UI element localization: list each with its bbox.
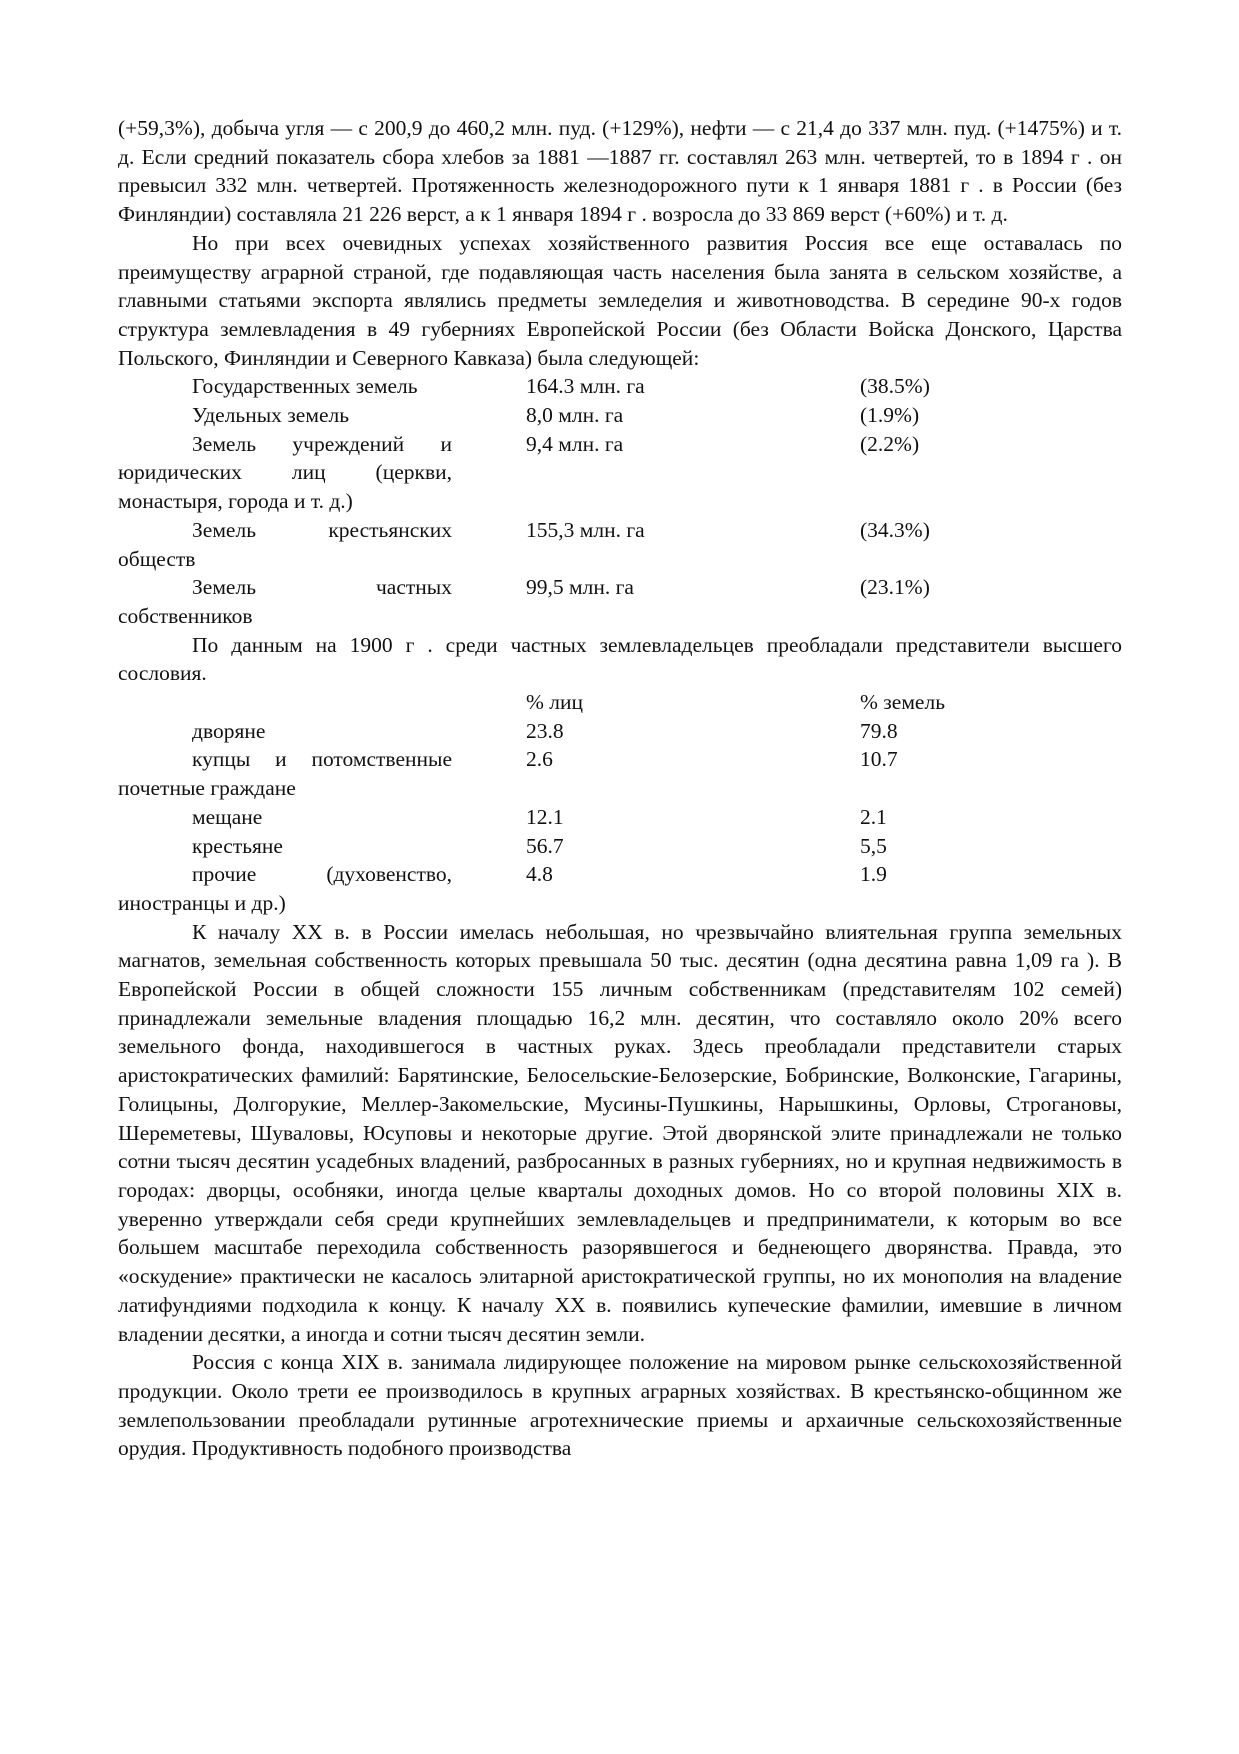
row-label: Удельных земель	[192, 403, 350, 428]
table-row	[118, 803, 1122, 832]
row-label: дворяне	[192, 718, 266, 743]
row-area: 9,4 млн. га	[526, 431, 624, 456]
row-percent: (2.2%)	[860, 431, 920, 456]
table-row	[118, 372, 1122, 401]
row-label: Земель учреждений и юридических лиц (церкви, монастыря, города и т. д.)	[118, 431, 452, 514]
row-persons: 4.8	[526, 862, 553, 887]
row-lands: 5,5	[860, 833, 887, 858]
table-row	[118, 717, 1122, 746]
row-area: 164.3 млн. га	[526, 374, 645, 399]
row-percent: (34.3%)	[860, 517, 930, 542]
row-area: 155,3 млн. га	[526, 517, 645, 542]
row-persons: 23.8	[526, 718, 564, 743]
row-percent: (1.9%)	[860, 403, 920, 428]
table-row	[118, 832, 1122, 861]
table-row	[118, 430, 1122, 516]
table-header-row	[118, 688, 1122, 717]
row-label: Государственных земель	[192, 374, 418, 399]
row-label: Земель частных собственников	[118, 575, 452, 628]
row-persons: 2.6	[526, 747, 553, 772]
row-label: мещане	[192, 804, 263, 829]
row-label: прочие (духовенство, иностранцы и др.)	[118, 862, 452, 915]
row-percent: (23.1%)	[860, 575, 930, 600]
paragraph-5: Россия с конца XIX в. занимала лидирующее положение на мировом рынке сельскохозяйственной продукции. Около трети ее производилось в крупных аграрных хозяйствах. В крестьянско-общинном же землепользовании преобладали рутинные агротехнические приемы и архаичные сельскохозяйственные орудия. Продуктивность подобного производства	[118, 1350, 1122, 1461]
owners-table	[118, 688, 1122, 918]
paragraph-2: Но при всех очевидных успехах хозяйственного развития Россия все еще оставалась по преимуществу аграрной страной, где подавляющая часть населения была занята в сельском хозяйстве, а главными статьями экспорта являлись предметы земледелия и животноводства. В середине 90-х годов структура землевладения в 49 губерниях Европейской России (без Области Войска Донского, Царства Польского, Финляндии и Северного Кавказа) была следующей:	[118, 230, 1122, 370]
row-percent: (38.5%)	[860, 374, 930, 399]
paragraph-1: (+59,3%), добыча угля — с 200,9 до 460,2 млн. пуд. (+129%), нефти — с 21,4 до 337 млн. пуд. (+1475%) и т. д. Если средний показатель сбора хлебов за 1881 —1887 гг. составлял 263 млн. четвертей, то в 1894 г . он превысил 332 млн. четвертей. Протяженность железнодорожного пути к 1 января 1881 г . в России (без Финляндии) составляла 21 226 верст, а к 1 января 1894 г . возросла до 33 869 верст (+60%) и т. д.	[118, 116, 1122, 227]
table-row	[118, 745, 1122, 802]
row-lands: 79.8	[860, 718, 898, 743]
table-row	[118, 401, 1122, 430]
paragraph-3: По данным на 1900 г . среди частных землевладельцев преобладали представители высшего сословия.	[118, 632, 1122, 686]
paragraph-4: К началу XX в. в России имелась небольшая, но чрезвычайно влиятельная группа земельных магнатов, земельная собственность которых превышала 50 тыс. десятин (одна десятина равна 1,09 га ). В Европейской России в общей сложности 155 личным собственникам (представителям 102 семей) принадлежали земельные владения площадью 16,2 млн. десятин, что составляло около 20% всего земельного фонда, находившегося в частных руках. Здесь преобладали представители старых аристократических фамилий: Барятинские, Белосельские-Белозерские, Бобринские, Волконские, Гагарины, Голицыны, Долгорукие, Меллер-Закомельские, Мусины-Пушкины, Нарышкины, Орловы, Строгановы, Шереметевы, Шуваловы, Юсуповы и некоторые другие. Этой дворянской элите принадлежали не только сотни тысяч десятин усадебных владений, разбросанных в разных губерниях, но и крупная недвижимость в городах: дворцы, особняки, иногда целые кварталы доходных домов. Но со второй половины XIX в. уверенно утверждали себя среди крупнейших землевладельцев и предприниматели, к которым во все большем масштабе переходила собственность разорявшегося и беднеющего дворянства. Правда, это «оскудение» практически не касалось элитарной аристократической группы, но их монополия на владение латифундиями подходила к концу. К началу XX в. появились купеческие фамилии, имевшие в личном владении десятки, а иногда и сотни тысяч десятин земли.	[118, 919, 1122, 1346]
header-persons: % лиц	[526, 690, 584, 715]
row-label: Земель крестьянских обществ	[118, 517, 452, 571]
header-lands: % земель	[860, 690, 946, 715]
row-persons: 12.1	[526, 804, 564, 829]
table-row	[118, 516, 1122, 573]
row-area: 99,5 млн. га	[526, 575, 634, 600]
row-lands: 2.1	[860, 804, 887, 829]
row-label: купцы и потомственные почетные граждане	[118, 747, 452, 801]
row-label: крестьяне	[192, 833, 283, 858]
document-page	[118, 114, 1122, 1463]
row-persons: 56.7	[526, 833, 564, 858]
table-row	[118, 860, 1122, 917]
land-structure-table	[118, 372, 1122, 630]
row-area: 8,0 млн. га	[526, 403, 624, 428]
table-row	[118, 573, 1122, 630]
row-lands: 10.7	[860, 747, 898, 772]
row-lands: 1.9	[860, 862, 887, 887]
